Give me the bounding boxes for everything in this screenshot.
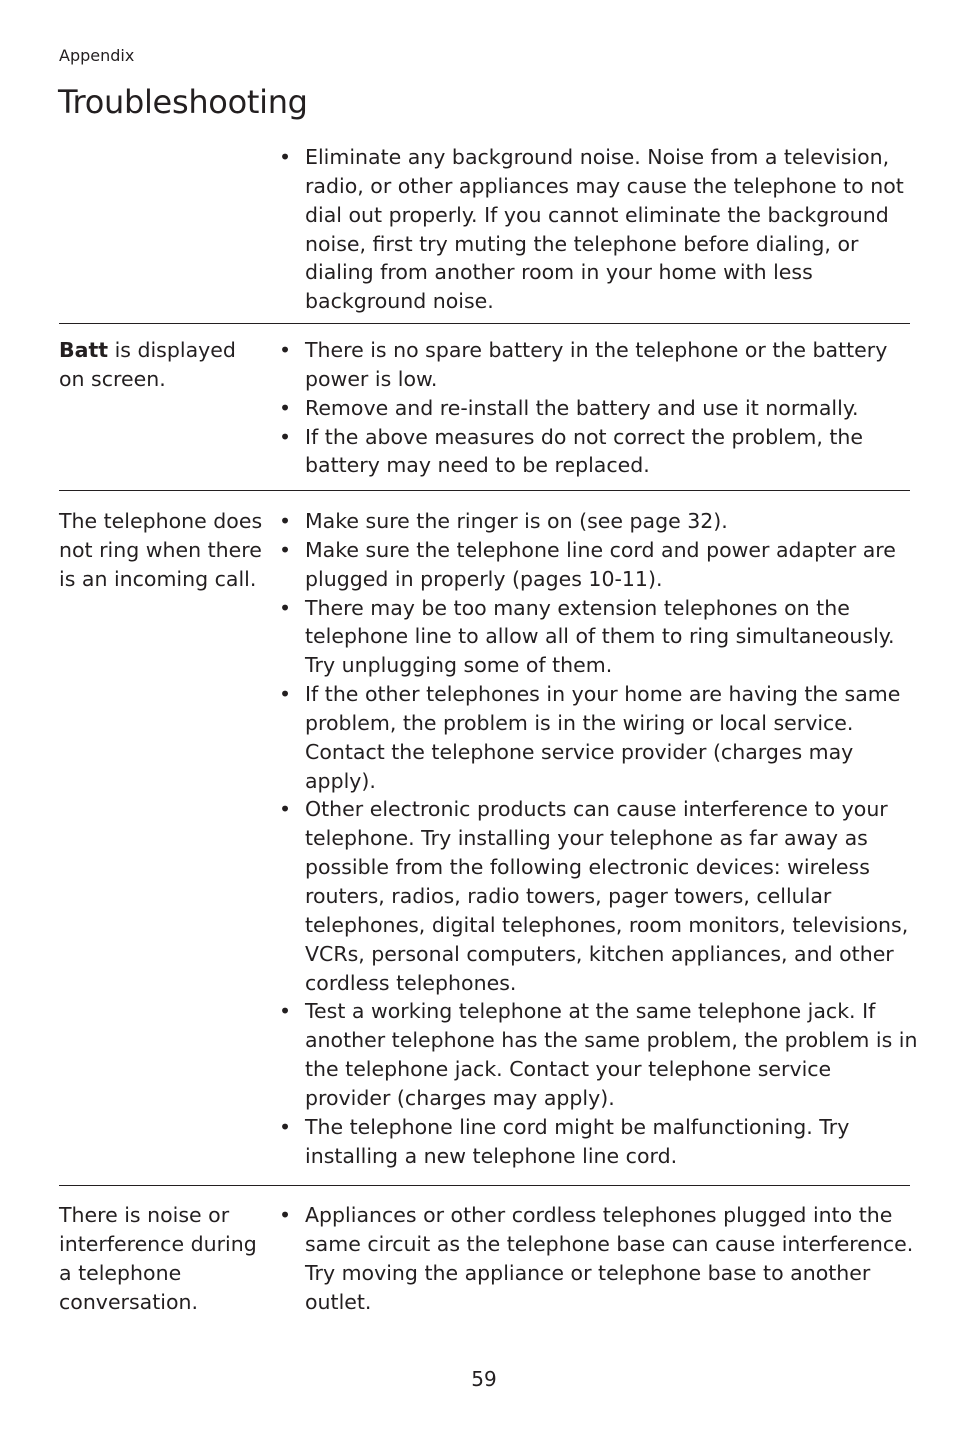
bullet-icon: • [279,595,292,620]
solution-item [279,594,919,681]
solution-item [279,394,919,423]
troubleshooting-row [59,143,910,324]
solution-text: Other electronic products can cause interference to your telephone. Try installing your telephone as far away as possible from the following electronic devices: wireless routers, radios, radio towers, pager towers, cellular telephones, digital telephones, room monitors, televisions, VCRs, personal computers, kitchen appliances, and other cordless telephones. [305,797,909,995]
solution-item [279,423,919,481]
bullet-icon: • [279,999,292,1024]
problem-cell [59,1201,264,1317]
problem-text: is displayed on screen. [59,338,236,391]
solution-text: Make sure the ringer is on (see page 32). [305,509,728,533]
bullet-icon: • [279,682,292,707]
solution-list [279,507,919,1170]
solution-item [279,143,919,316]
bullet-icon: • [279,145,292,169]
troubleshooting-row [59,507,918,1186]
page-number: 59 [471,1367,497,1391]
solution-item [279,680,919,795]
bullet-icon: • [279,509,292,533]
solution-text: Eliminate any background noise. Noise from a television, radio, or other appliances may cause the telephone to not dial out properly. If you cannot eliminate the background noise, first try muting the telephone before dialing, or dialing from another room in your home with less background noise. [305,145,904,314]
solution-text: Appliances or other cordless telephones plugged into the same circuit as the telephone base can cause interference. Try moving the appliance or telephone base to another outlet. [305,1203,914,1314]
solution-item [279,997,919,1112]
solution-text: Remove and re-install the battery and use it normally. [305,395,859,420]
solution-text: The telephone line cord might be malfunctioning. Try installing a new telephone line cord. [305,1114,850,1168]
solution-text: Make sure the telephone line cord and power adapter are plugged in properly (pages 10-11). [305,537,896,591]
problem-cell [59,336,264,394]
solution-list [279,143,919,316]
solution-text: If the above measures do not correct the problem, the battery may need to be replaced. [305,424,864,478]
problem-text: The telephone does not ring when there is an incoming call. [59,509,263,591]
problem-cell [59,507,264,594]
solution-text: There may be too many extension telephones on the telephone line to allow all of them to ring simultaneously. Try unplugging some of them. [305,595,895,678]
solution-list [279,1201,919,1316]
bullet-icon: • [279,537,292,562]
bullet-icon: • [279,797,292,822]
troubleshooting-row [59,1201,914,1331]
solution-item [279,795,919,997]
solution-list [279,336,919,480]
solution-item [279,1201,919,1316]
problem-text: There is noise or interference during a telephone conversation. [59,1203,257,1314]
solution-text: There is no spare battery in the telephone or the battery power is low. [305,338,888,391]
solution-item [279,507,919,536]
bullet-icon: • [279,1114,292,1139]
problem-keyword: Batt [59,338,109,362]
bullet-icon: • [279,424,292,449]
solution-item [279,1113,919,1171]
solution-text: If the other telephones in your home are having the same problem, the problem is in the wiring or local service. Contact the telephone service provider (charges may apply). [305,682,901,793]
page-title: Troubleshooting [58,83,308,121]
bullet-icon: • [279,1203,292,1227]
solution-text: Test a working telephone at the same telephone jack. If another telephone has the same problem, the problem is in the telephone jack. Contact your telephone service provider (charges may apply). [305,999,918,1110]
bullet-icon: • [279,395,292,420]
bullet-icon: • [279,338,292,362]
section-label: Appendix [59,46,135,65]
solution-item [279,336,919,394]
solution-item [279,536,919,594]
troubleshooting-row [59,336,910,491]
